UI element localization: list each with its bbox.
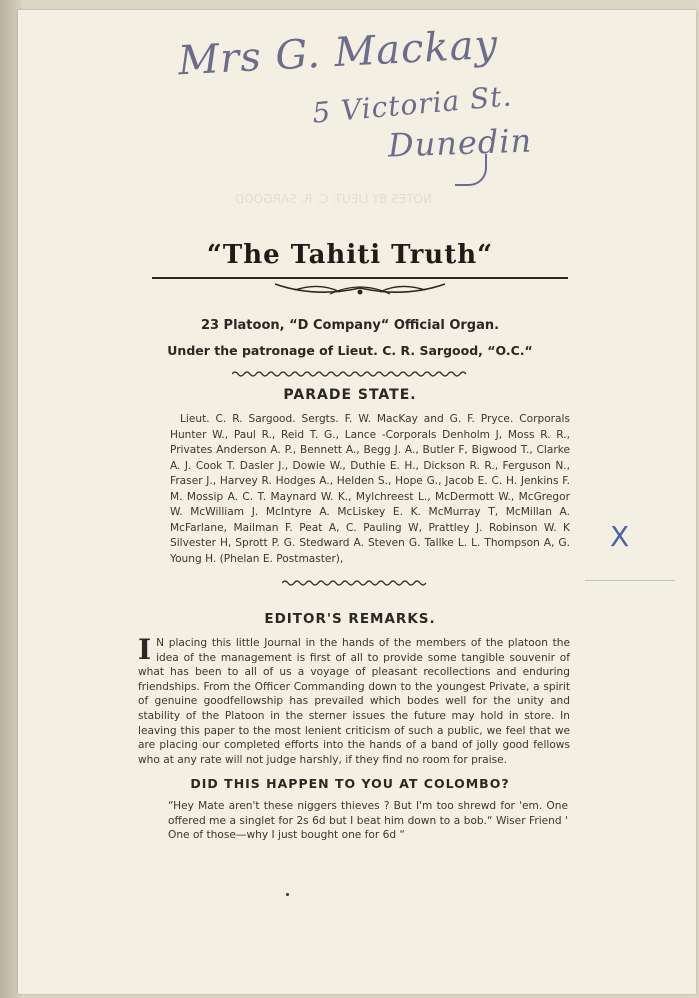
subtitle: 23 Platoon, “D Company“ Official Organ. bbox=[200, 318, 500, 333]
handwritten-city: Dunedin bbox=[387, 121, 533, 165]
parade-state-heading: PARADE STATE. bbox=[283, 387, 417, 403]
editors-remarks-body: N placing this little Journal in the hands of the members of the platoon the idea of the management is first of all to provide some tangible souvenir of what has been to all of us a voyage of pleasant recollections and enduring friendships. From the Officer Commanding down to the youngest Private, a spirit of genuine goodfellowship has prevailed which bodes well for the unity and stability of the Platoon in the sterner issues the future may hold in store. In leaving this paper to the most lenient criticism of such a public, we feel that we are placing our completed efforts into the hands of a band of jolly good fellows who at any rate will not judge harshly, if they find no room for praise. bbox=[138, 637, 570, 766]
parade-state-roster: Lieut. C. R. Sargood. Sergts. F. W. MacKay and G. F. Pryce. Corporals Hunter W., Paul R., Reid T. G., Lance -Corporals Denholm J, Moss R. R., Privates Anderson A. P., Bennett A., Begg J. A., Butler F, Bigwood T., Clarke A. J. Cook T. Dasler J., Dowie W., Duthie E. H., Dickson R. R., Ferguson N., Fraser J., Harvey R. Hodges A., Helden S., Hope G., Jacob E. C. H. Jenkins F. M. Mossip A. C. T. Maynard W. K., Mylchreest L., McDermott W., McGregor W. McWilliam J. McIntyre A. McLiskey E. K. McMurray T, McMillan A. McFarlane, Mailman F. Peat A, C. Pauling W, Prattley J. Robinson W. K Silvester H, Sprott P. G. Stedward A. Steven G. Tallke L. L. Thompson A, G. Young H. (Phelan E. Postmaster), bbox=[170, 413, 570, 565]
ink-speck bbox=[286, 893, 289, 896]
handwritten-name: Mrs G. Mackay bbox=[177, 21, 500, 85]
ornament-divider bbox=[270, 278, 450, 300]
handwritten-street: 5 Victoria St. bbox=[310, 79, 514, 130]
margin-pen-mark: X bbox=[610, 520, 630, 553]
editors-remarks-heading: EDITOR'S REMARKS. bbox=[264, 611, 436, 627]
journal-title: “The Tahiti Truth“ bbox=[206, 240, 494, 270]
colombo-heading: DID THIS HAPPEN TO YOU AT COLOMBO? bbox=[190, 776, 510, 791]
patronage-line: Under the patronage of Lieut. C. R. Sargood, “O.C.“ bbox=[167, 343, 533, 358]
drop-cap: I bbox=[138, 633, 152, 666]
bleed-through-text: NOTES BY LIEUT. C. R. SARGOOD bbox=[235, 192, 432, 206]
margin-faint-line bbox=[585, 580, 675, 581]
wavy-divider bbox=[232, 369, 468, 379]
wavy-divider-2 bbox=[282, 578, 432, 588]
colombo-anecdote: “Hey Mate aren't these niggers thieves ? But I'm too shrewd for 'em. One offered me a singlet for 2s 6d but I beat him down to a bob.“ Wiser Friend ' One of those—why I just bought one for 6d “ bbox=[168, 800, 568, 842]
editors-remarks-text bbox=[138, 633, 570, 767]
